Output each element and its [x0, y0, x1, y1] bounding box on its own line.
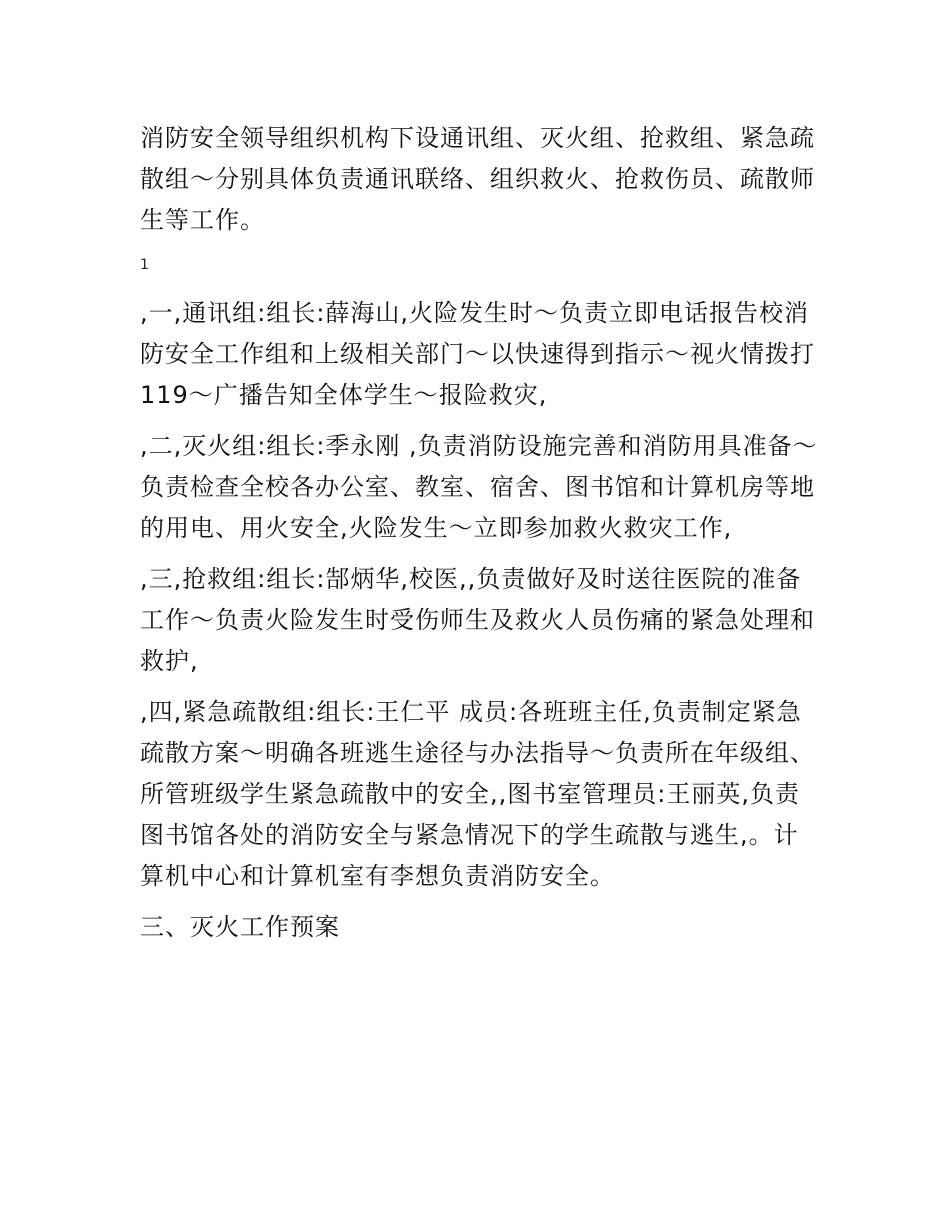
paragraph-rescue-group: ,三,抢救组:组长:郜炳华,校医,,负责做好及时送往医院的准备工作～负责火险发生时受伤师生及救火人员伤痛的紧急处理和救护,: [140, 565, 815, 675]
paragraph-firefighting-group: ,二,灭火组:组长:季永刚 ,负责消防设施完善和消防用具准备～负责检查全校各办公室、教室、宿舍、图书馆和计算机房等地的用电、用火安全,火险发生～立即参加救火救灾工作,: [140, 432, 818, 542]
paragraph-communication-group: ,一,通讯组:组长:薛海山,火险发生时～负责立即电话报告校消防安全工作组和上级相关部门～以快速得到指示～视火情拨打119～广播告知全体学生～报险救灾,: [140, 299, 815, 409]
section-heading: 三、灭火工作预案: [140, 913, 340, 941]
page-number: 1: [140, 257, 149, 273]
paragraph-evacuation-group: ,四,紧急疏散组:组长:王仁平 成员:各班班主任,负责制定紧急疏散方案～明确各班逃生途径与办法指导～负责所在年级组、所管班级学生紧急疏散中的安全,,图书室管理员:王丽英,负责图书馆各处的消防安全与紧急情况下的学生疏散与逃生,。计算机中心和计算机室有李想负责消防安全。: [140, 698, 815, 890]
intro-paragraph: 消防安全领导组织机构下设通讯组、灭火组、抢救组、紧急疏散组～分别具体负责通讯联络、组织救火、抢救伤员、疏散师生等工作。: [140, 124, 815, 234]
document-body: [140, 118, 820, 948]
